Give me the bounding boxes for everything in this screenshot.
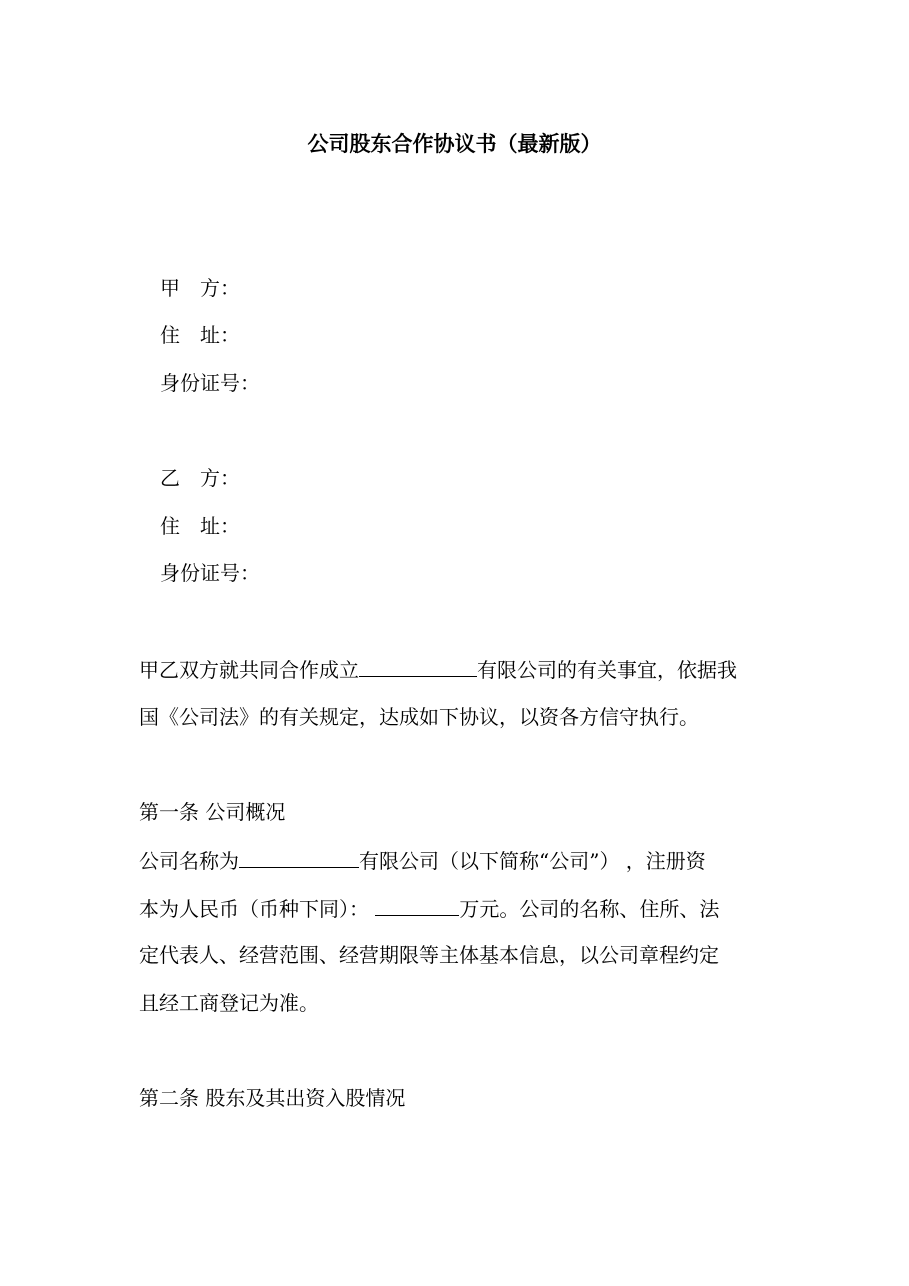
article-text: 万元。公司的名称、住所、法 xyxy=(459,897,720,921)
article-text: 公司名称为 xyxy=(139,849,239,873)
article-1-line-4: 且经工商登记为准。 xyxy=(139,991,319,1015)
article-1-heading: 第一条 公司概况 xyxy=(139,800,286,824)
article-1-line-1 xyxy=(139,845,706,876)
intro-text: 有限公司的有关事宜，依据我 xyxy=(477,658,737,682)
company-name-blank xyxy=(239,845,359,868)
company-name-blank xyxy=(359,654,477,677)
intro-paragraph-line-1 xyxy=(139,654,737,685)
article-text: 本为人民币（币种下同）： xyxy=(139,897,376,921)
capital-amount-blank xyxy=(375,893,459,916)
article-2-heading: 第二条 股东及其出资入股情况 xyxy=(139,1086,406,1110)
party-a-address-label: 住 址： xyxy=(160,323,240,347)
party-b-address-label: 住 址： xyxy=(160,514,240,538)
party-a-name-label: 甲 方： xyxy=(160,276,240,300)
article-1-line-3: 定代表人、经营范围、经营期限等主体基本信息，以公司章程约定 xyxy=(139,943,719,967)
party-b-name-label: 乙 方： xyxy=(160,466,240,490)
article-text: 有限公司（以下简称“公司”） ，注册资 xyxy=(359,849,706,873)
party-b-id-label: 身份证号： xyxy=(160,561,260,585)
intro-paragraph-line-2: 国《公司法》的有关规定，达成如下协议，以资各方信守执行。 xyxy=(139,705,699,729)
intro-text: 甲乙双方就共同合作成立 xyxy=(139,658,359,682)
article-1-line-2 xyxy=(139,893,719,924)
document-title: 公司股东合作协议书（最新版） xyxy=(307,131,602,156)
party-a-id-label: 身份证号： xyxy=(160,371,260,395)
